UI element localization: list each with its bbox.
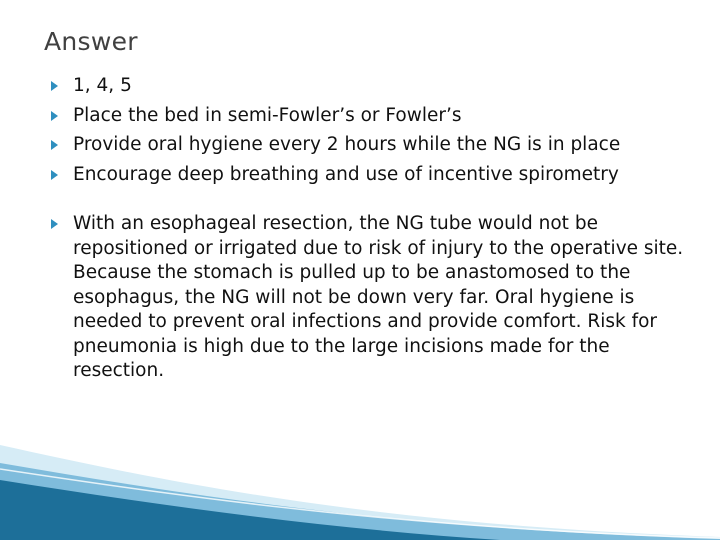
- bullet-list: [48, 74, 688, 389]
- triangle-bullet-icon: [51, 81, 58, 91]
- triangle-bullet-icon: [51, 111, 58, 121]
- decorative-swoosh: [0, 425, 720, 540]
- bullet-item: [48, 104, 688, 129]
- bullet-item: [48, 74, 688, 99]
- bullet-text: With an esophageal resection, the NG tube would not be repositioned or irrigated due to risk of injury to the operative site. Because the stomach is pulled up to be anastomosed to the esophagus, the NG will not be down very far. Oral hygiene is needed to prevent oral infections and provide comfort. Risk for pneumonia is high due to the large incisions made for the resection.: [73, 213, 684, 381]
- slide-title: Answer: [44, 27, 138, 56]
- bullet-item: [48, 133, 688, 158]
- bullet-text: Provide oral hygiene every 2 hours while the NG is in place: [73, 134, 621, 155]
- bullet-item: [48, 163, 688, 188]
- bullet-text: 1, 4, 5: [73, 75, 132, 96]
- triangle-bullet-icon: [51, 140, 58, 150]
- bullet-text: Place the bed in semi-Fowler’s or Fowler’s: [73, 104, 462, 126]
- bullet-text: Encourage deep breathing and use of incentive spirometry: [73, 163, 619, 185]
- bullet-item: [48, 212, 688, 384]
- triangle-bullet-icon: [51, 170, 58, 180]
- triangle-bullet-icon: [51, 219, 58, 229]
